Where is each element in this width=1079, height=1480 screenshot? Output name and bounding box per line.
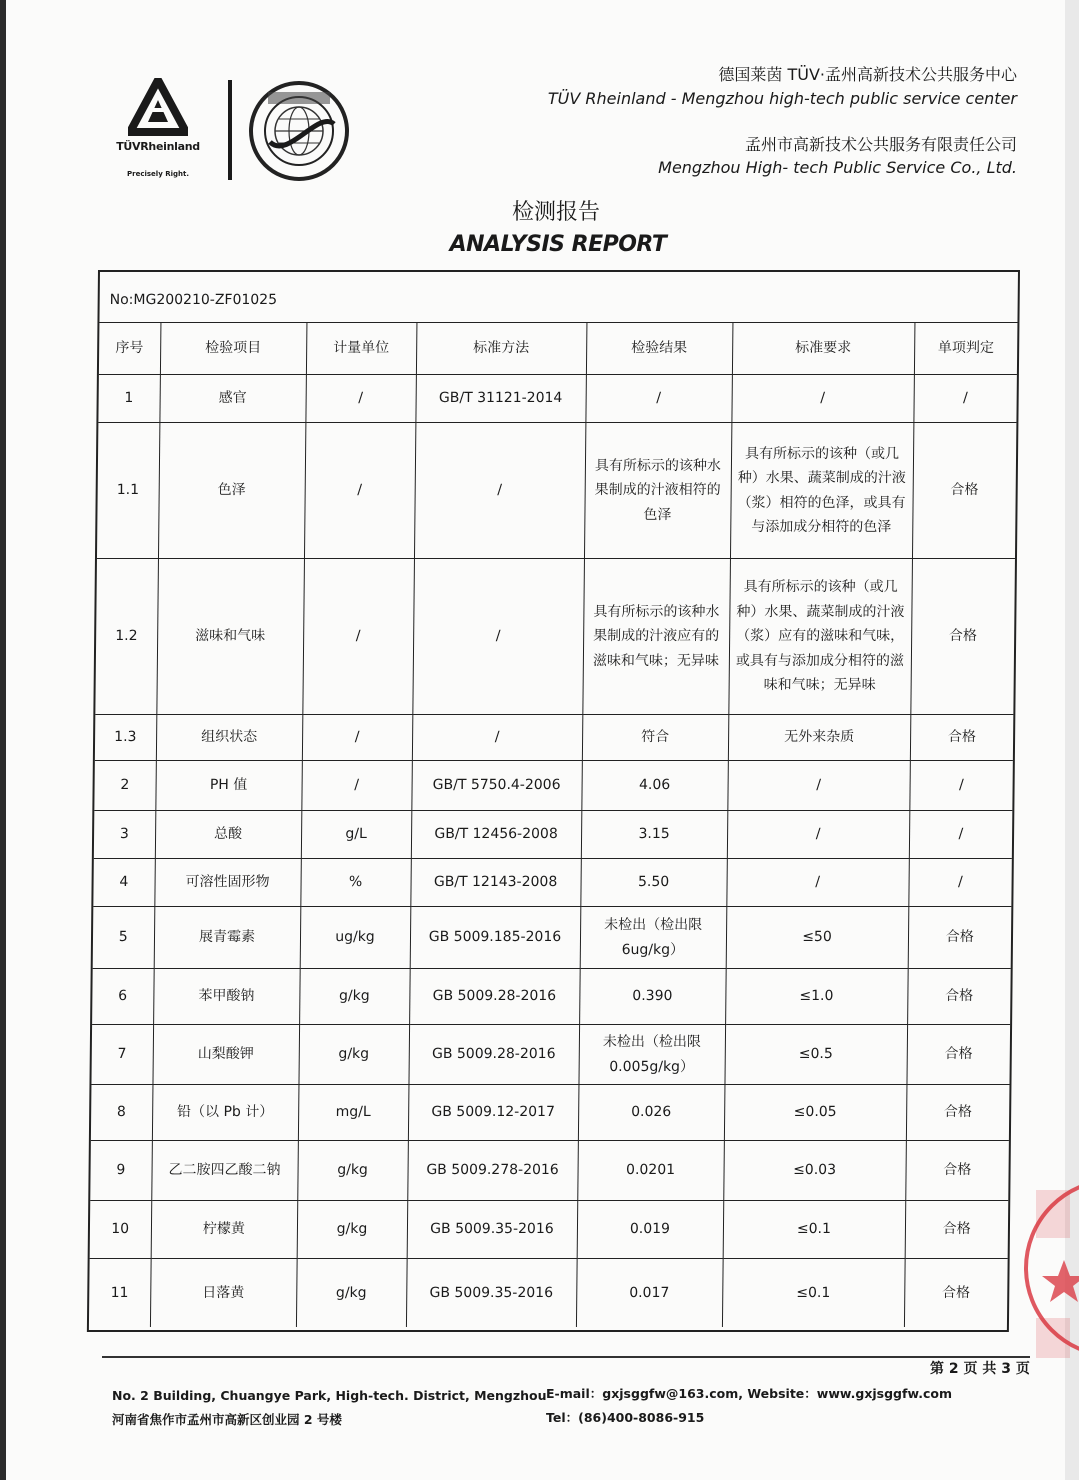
cell-item: 铅（以 Pb 计）: [152, 1085, 299, 1141]
cell-method: GB 5009.28-2016: [408, 1025, 579, 1085]
cell-result: 0.017: [576, 1259, 723, 1327]
cell-no: 4: [93, 859, 155, 907]
cell-result: 具有所标示的该种水果制成的汁液相符的色泽: [584, 423, 731, 559]
cell-unit: g/kg: [297, 1201, 408, 1259]
cell-result: 4.06: [581, 761, 728, 811]
cell-method: /: [412, 715, 582, 761]
cell-verdict: 合格: [907, 969, 1011, 1025]
cell-result: 0.019: [577, 1201, 724, 1259]
cell-verdict: /: [913, 375, 1017, 423]
cell-verdict: 合格: [904, 1259, 1008, 1327]
cell-method: GB 5009.35-2016: [407, 1201, 578, 1259]
cell-no: 2: [94, 761, 156, 811]
logo-divider: [228, 80, 232, 180]
cell-method: GB 5009.278-2016: [407, 1141, 578, 1201]
globe-seal-icon: [248, 80, 350, 182]
cell-verdict: /: [908, 859, 1012, 907]
cell-unit: /: [302, 559, 414, 715]
cell-verdict: 合格: [910, 559, 1015, 715]
table-row: [95, 559, 1015, 715]
report-title-en: ANALYSIS REPORT: [449, 232, 667, 257]
column-header: 检验结果: [586, 323, 733, 375]
cell-unit: g/kg: [299, 969, 410, 1025]
public-service-seal-logo: [248, 80, 350, 182]
cell-no: 9: [90, 1141, 152, 1201]
cell-no: 10: [90, 1201, 152, 1259]
table-header-row: [99, 323, 1018, 375]
cell-item: 苯甲酸钠: [153, 969, 300, 1025]
address-en: No. 2 Building, Chuangye Park, High-tech. District, Mengzhou: [112, 1388, 547, 1403]
cell-no: 8: [91, 1085, 153, 1141]
cell-unit: g/kg: [296, 1259, 407, 1327]
cell-method: GB/T 12143-2008: [410, 859, 581, 907]
cell-item: 色泽: [158, 423, 305, 559]
column-header: 标准要求: [732, 323, 915, 375]
cell-verdict: 合格: [906, 1085, 1010, 1141]
cell-item: 日落黄: [150, 1259, 297, 1327]
cell-item: 柠檬黄: [151, 1201, 298, 1259]
cell-no: 1.2: [95, 559, 158, 715]
official-red-stamp: [1018, 1168, 1079, 1368]
cell-no: 6: [92, 969, 154, 1025]
cell-result: 0.0201: [577, 1141, 724, 1201]
cell-item: 感官: [159, 375, 306, 423]
cell-no: 1.1: [97, 423, 159, 559]
report-table-frame: [87, 270, 1020, 1332]
column-header: 标准方法: [416, 323, 587, 375]
analysis-table: [89, 322, 1018, 1327]
cell-unit: /: [305, 375, 416, 423]
table-row: [95, 715, 1013, 761]
org-name-cn-2: 孟州市高新技术公共服务有限责任公司: [744, 135, 1017, 154]
cell-requirement: ≤0.05: [724, 1085, 907, 1141]
cell-requirement: ≤1.0: [725, 969, 908, 1025]
cell-verdict: 合格: [910, 715, 1013, 761]
cell-method: GB 5009.12-2017: [408, 1085, 579, 1141]
table-row: [91, 1085, 1010, 1141]
cell-unit: /: [302, 715, 412, 761]
cell-requirement: /: [727, 761, 910, 811]
cell-unit: %: [300, 859, 411, 907]
email-website: E-mail：gxjsggfw@163.com, Website：www.gxjsggfw.com: [546, 1386, 952, 1401]
column-header: 序号: [99, 323, 161, 375]
cell-no: 3: [94, 811, 156, 859]
cell-result: 5.50: [580, 859, 727, 907]
cell-unit: /: [301, 761, 412, 811]
cell-requirement: ≤0.1: [723, 1201, 906, 1259]
cell-verdict: 合格: [908, 907, 1012, 969]
cell-item: 滋味和气味: [156, 559, 304, 715]
table-row: [91, 1025, 1010, 1085]
org-name-cn-1: 德国莱茵 TÜV·孟州高新技术公共服务中心: [718, 65, 1017, 84]
report-title-cn: 检测报告: [511, 200, 600, 225]
column-header: 单项判定: [914, 323, 1018, 375]
cell-requirement: 无外来杂质: [728, 715, 910, 761]
cell-item: 山梨酸钾: [152, 1025, 299, 1085]
cell-method: /: [414, 423, 585, 559]
table-row: [97, 423, 1016, 559]
cell-result: 0.390: [579, 969, 726, 1025]
cell-verdict: 合格: [905, 1141, 1009, 1201]
cell-no: 11: [89, 1259, 151, 1327]
cell-unit: g/kg: [298, 1025, 409, 1085]
cell-requirement: ≤0.03: [723, 1141, 906, 1201]
cell-no: 5: [93, 907, 155, 969]
cell-requirement: ≤0.5: [724, 1025, 907, 1085]
cell-result: 未检出（检出限6ug/kg）: [580, 907, 727, 969]
column-header: 计量单位: [306, 323, 417, 375]
cell-requirement: /: [726, 859, 909, 907]
cell-method: GB 5009.35-2016: [406, 1259, 577, 1327]
table-row: [94, 811, 1013, 859]
cell-item: 乙二胺四乙酸二钠: [151, 1141, 298, 1201]
tuv-triangle-icon: [128, 78, 188, 138]
cell-unit: g/L: [301, 811, 412, 859]
cell-method: GB/T 31121-2014: [415, 375, 586, 423]
cell-method: GB/T 5750.4-2006: [411, 761, 582, 811]
table-row: [93, 907, 1012, 969]
org-name-en-2: Mengzhou High- tech Public Service Co., Ltd.: [658, 158, 1017, 177]
cell-unit: g/kg: [297, 1141, 408, 1201]
cell-verdict: 合格: [912, 423, 1016, 559]
cell-item: 组织状态: [156, 715, 302, 761]
table-row: [94, 761, 1013, 811]
cell-result: 0.026: [578, 1085, 725, 1141]
cell-item: 可溶性固形物: [154, 859, 301, 907]
cell-verdict: /: [909, 811, 1013, 859]
cell-result: 具有所标示的该种水果制成的汁液应有的滋味和气味；无异味: [582, 559, 730, 715]
tuv-logo: [112, 78, 204, 178]
cell-item: PH 值: [155, 761, 302, 811]
cell-verdict: 合格: [905, 1201, 1009, 1259]
tuv-tagline: Precisely Right.: [127, 170, 189, 178]
table-row: [92, 969, 1011, 1025]
address-cn: 河南省焦作市孟州市高新区创业园 2 号楼: [112, 1412, 342, 1427]
org-name-en-1: TÜV Rheinland - Mengzhou high-tech public service center: [547, 89, 1017, 108]
cell-requirement: /: [731, 375, 914, 423]
cell-method: GB/T 12456-2008: [411, 811, 582, 859]
cell-method: GB 5009.28-2016: [409, 969, 580, 1025]
table-row: [98, 375, 1017, 423]
table-row: [89, 1259, 1008, 1327]
cell-item: 展青霉素: [154, 907, 301, 969]
cell-verdict: 合格: [906, 1025, 1010, 1085]
cell-requirement: 具有所标示的该种（或几种）水果、蔬菜制成的汁液（浆）应有的滋味和气味，或具有与添加成分相符的滋味和气味；无异味: [728, 559, 912, 715]
telephone: Tel：(86)400-8086-915: [546, 1410, 705, 1425]
cell-no: 1: [98, 375, 160, 423]
cell-method: /: [412, 559, 584, 715]
cell-requirement: /: [727, 811, 910, 859]
cell-result: /: [585, 375, 732, 423]
cell-result: 3.15: [581, 811, 728, 859]
footer-rule: [102, 1356, 1030, 1358]
cell-item: 总酸: [155, 811, 302, 859]
cell-verdict: /: [909, 761, 1013, 811]
cell-result: 未检出（检出限0.005g/kg）: [578, 1025, 725, 1085]
cell-unit: ug/kg: [300, 907, 411, 969]
cell-requirement: ≤50: [726, 907, 909, 969]
page-number: 第 2 页 共 3 页: [930, 1361, 1030, 1377]
cell-unit: mg/L: [298, 1085, 409, 1141]
cell-requirement: 具有所标示的该种（或几种）水果、蔬菜制成的汁液（浆）相符的色泽，或具有与添加成分相符的色泽: [730, 423, 913, 559]
tuv-brand-text: TÜVRheinland: [116, 140, 200, 153]
table-row: [90, 1201, 1009, 1259]
cell-no: 1.3: [95, 715, 156, 761]
red-stamp-graphic: [1018, 1168, 1079, 1368]
cell-no: 7: [91, 1025, 153, 1085]
table-row: [93, 859, 1012, 907]
table-row: [90, 1141, 1009, 1201]
column-header: 检验项目: [160, 323, 307, 375]
report-number: No:MG200210-ZF01025: [109, 292, 278, 308]
cell-requirement: ≤0.1: [722, 1259, 905, 1327]
cell-method: GB 5009.185-2016: [410, 907, 581, 969]
cell-result: 符合: [582, 715, 728, 761]
cell-unit: /: [304, 423, 415, 559]
